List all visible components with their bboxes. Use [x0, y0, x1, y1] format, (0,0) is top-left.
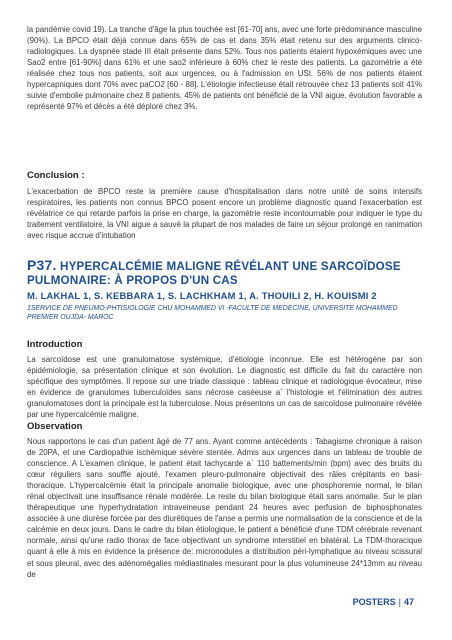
footer-section: POSTERS: [352, 597, 396, 607]
introduction-text: La sarcoïdose est une granulomatose systémique, d'étiologie inconnue. Elle est hétérogène par son épidémiologie, sa présentation clinique et son évolution. Le diagnostic est difficile du fait du caractère non spécifique des symptômes. Il repose sur une triade classique : tableau clinique et radiologique évocateur, mise en évidence de granulomes tuberculoïdes sans nécrose caséeuse a` l'histologie et l'élimination des autres granulomatoses dont la principale est la tuberculose. Nous présentons un cas de sarcoïdose pulmonaire révélée par une hypercalcémie maligne.: [27, 355, 422, 420]
footer-page-number: 47: [403, 597, 414, 607]
page-footer: [353, 597, 414, 607]
poster-code: P37.: [27, 257, 57, 273]
introduction-heading: Introduction: [27, 339, 83, 350]
poster-authors: M. LAKHAL 1, S. KEBBARA 1, S. LACHKHAM 1, A. THOUILI 2, H. KOUISMI 2: [27, 290, 377, 301]
introduction-section: [27, 339, 422, 420]
poster-affiliation: 1SERVICE DE PNEUMO-PHTISIOLOGIE CHU MOHAMMED VI -FACULTE DE MEDECINE, UNIVERSITE MOHAMMED PREMIER OUJDA- MAROC: [27, 305, 398, 322]
observation-text: Nous rapportons le cas d'un patient âgé de 77 ans. Ayant comme antécédents : Tabagisme chronique à raison de 20PA, et une Cardiopathie ischémique sévère stentée. Admis aux urgences dans un tableau de trouble de conscience. A L'examen clinique, le patient était tachycarde a` 110 battements/min (bpm) avec des bruits du cœur réguliers sans souffle ajouté, l'examen pleuro-pulmonaire objectivait des râles crépitants en basi-thoracique. L'hypercalcémie était la principale anomalie biologique, avec une phosphoremie normal, le bilan rénal objectivait une insuffisance rénale modérée. Le reste du bilan biologique était sans anomalie. Sur le plan thérapeutique une hyperhydratation intraveineuse pendant 24 heures avec perfusion de biphosphonates associée à une diurèse forcée par des diurétiques de l'anse a permis une normalisation de la conscience et de la calcémie en deux jours. Dans le cadre du bilan étiologique, le patient a bénéficié d'une TDM cérébrale revenant normale, ainsi qu'une radio thorax de face objectivant un syndrome interstitiel en bilatéral. La TDM-thoracique quant à elle à mis en évidence la présence de: micronodules a distribution péri-lymphatique au niveau scissural et sous pleural, avec des adénomégalies médiastinales mesurant pour la plus volumineuse 24*13mm au niveau de: [27, 437, 422, 579]
poster-header: [27, 259, 422, 323]
footer-separator: |: [398, 597, 401, 607]
conclusion-section: [27, 170, 422, 241]
conclusion-text: L'exacerbation de BPCO reste la première cause d'hospitalisation dans notre unité de soins intensifs respiratoires, les patients non connus BPCO posent encore un problème diagnostic quand l'exacerbation est révélatrice ce qui retarde parfois la prise en charge, la gazométrie reste incontournable pour indiquer le type du traitement ventilatoire, la VNI aigue a sauvé la plupart de nos malades de faire un séjour prolongé en ranimation avec risque accrue d'intubation: [27, 187, 422, 241]
poster-title: [27, 259, 422, 287]
observation-heading: Observation: [27, 421, 83, 432]
observation-section: [27, 421, 422, 580]
intro-section: [27, 24, 422, 112]
poster-title-text: HYPERCALCÉMIE MALIGNE RÉVÉLANT UNE SARCOÏDOSE PULMONAIRE: À PROPOS D'UN CAS: [27, 260, 401, 287]
intro-paragraph: la pandémie covid 19). La tranche d'âge la plus touchée est [61-70] ans, avec une forte prédominance masculine (90%). La BPCO était déjà connue dans 65% de cas et dans 35% était retenu sur des arguments clinico-radiologiques. La dyspnée stade III était présente dans 52%. Tous nos patients étaient hypoxémiques avec une Sao2 entre [61-90%] dans 61% et une sao2 inférieure à 60% chez le reste des patients. La gazométrie a été réalisée chez tous nos patients, soit aux urgences, ou à l'admission en USI. 56% de nos patients étaient hypercapniques dont 70% avec paCO2 [60 - 88]. L'étiologie infectieuse était retrouvée chez 13 patients soit 41% suivie d'embolie pulmonaire chez 8 patients. 45% de patients ont bénéficié de la VNI aigue, évolution favorable a représenté 97% et décès a été déploré chez 3%.: [27, 25, 422, 112]
conclusion-heading: Conclusion :: [27, 170, 85, 181]
